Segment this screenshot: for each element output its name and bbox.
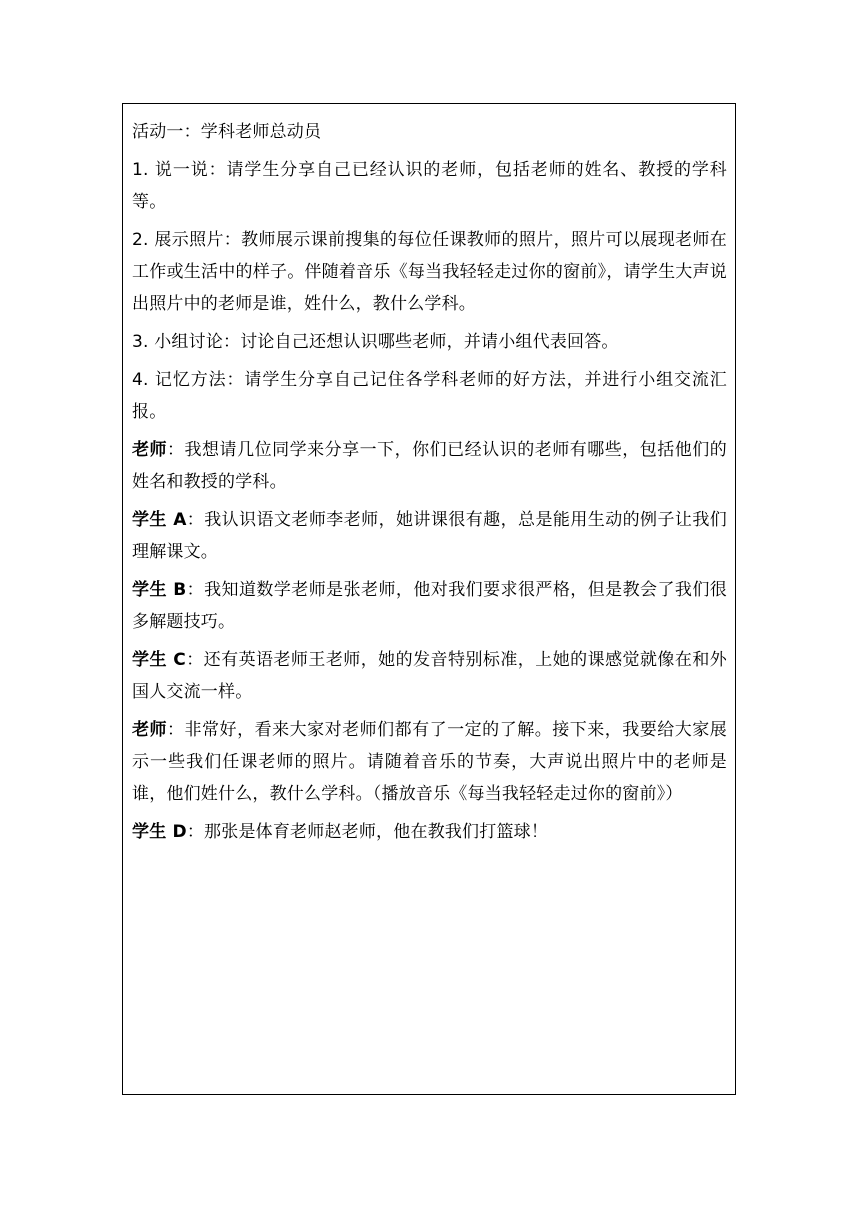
dialogue-teacher-1 bbox=[132, 434, 727, 498]
dialogue-teacher-2 bbox=[132, 714, 727, 810]
activity-table-cell bbox=[122, 103, 736, 1095]
paragraph-text: 1. 说一说：请学生分享自己已经认识的老师，包括老师的姓名、教授的学科等。 bbox=[132, 160, 727, 212]
speaker-label: 老师 bbox=[132, 440, 168, 460]
paragraph-text: 4. 记忆方法：请学生分享自己记住各学科老师的好方法，并进行小组交流汇报。 bbox=[132, 370, 727, 422]
dialogue-text: ：我知道数学老师是张老师，他对我们要求很严格，但是教会了我们很多解题技巧。 bbox=[132, 580, 727, 632]
speaker-label: 学生 D bbox=[132, 822, 187, 842]
dialogue-text: ：我想请几位同学来分享一下，你们已经认识的老师有哪些，包括他们的姓名和教授的学科。 bbox=[132, 440, 727, 492]
dialogue-student-b bbox=[132, 574, 727, 638]
step-2 bbox=[132, 224, 727, 320]
paragraph-text: 3. 小组讨论：讨论自己还想认识哪些老师，并请小组代表回答。 bbox=[132, 332, 619, 352]
step-4 bbox=[132, 364, 727, 428]
dialogue-text: ：非常好，看来大家对老师们都有了一定的了解。接下来，我要给大家展示一些我们任课老师的照片。请随着音乐的节奏，大声说出照片中的老师是谁，他们姓什么，教什么学科。（播放音乐《每当我轻轻走过你的窗前》） bbox=[132, 720, 727, 804]
speaker-label: 学生 B bbox=[132, 580, 187, 600]
speaker-label: 学生 A bbox=[132, 510, 187, 530]
activity-title bbox=[132, 116, 727, 148]
step-1 bbox=[132, 154, 727, 218]
dialogue-student-c bbox=[132, 644, 727, 708]
dialogue-student-d bbox=[132, 816, 727, 848]
paragraph-text: 2. 展示照片：教师展示课前搜集的每位任课教师的照片，照片可以展现老师在工作或生活中的样子。伴随着音乐《每当我轻轻走过你的窗前》，请学生大声说出照片中的老师是谁，姓什么，教什么学科。 bbox=[132, 230, 727, 314]
dialogue-text: ：还有英语老师王老师，她的发音特别标准，上她的课感觉就像在和外国人交流一样。 bbox=[132, 650, 727, 702]
speaker-label: 老师 bbox=[132, 720, 168, 740]
paragraph-text: 活动一：学科老师总动员 bbox=[132, 122, 322, 142]
step-3 bbox=[132, 326, 727, 358]
speaker-label: 学生 C bbox=[132, 650, 186, 670]
dialogue-text: ：那张是体育老师赵老师，他在教我们打篮球！ bbox=[186, 822, 549, 842]
dialogue-text: ：我认识语文老师李老师，她讲课很有趣，总是能用生动的例子让我们理解课文。 bbox=[132, 510, 727, 562]
dialogue-student-a bbox=[132, 504, 727, 568]
